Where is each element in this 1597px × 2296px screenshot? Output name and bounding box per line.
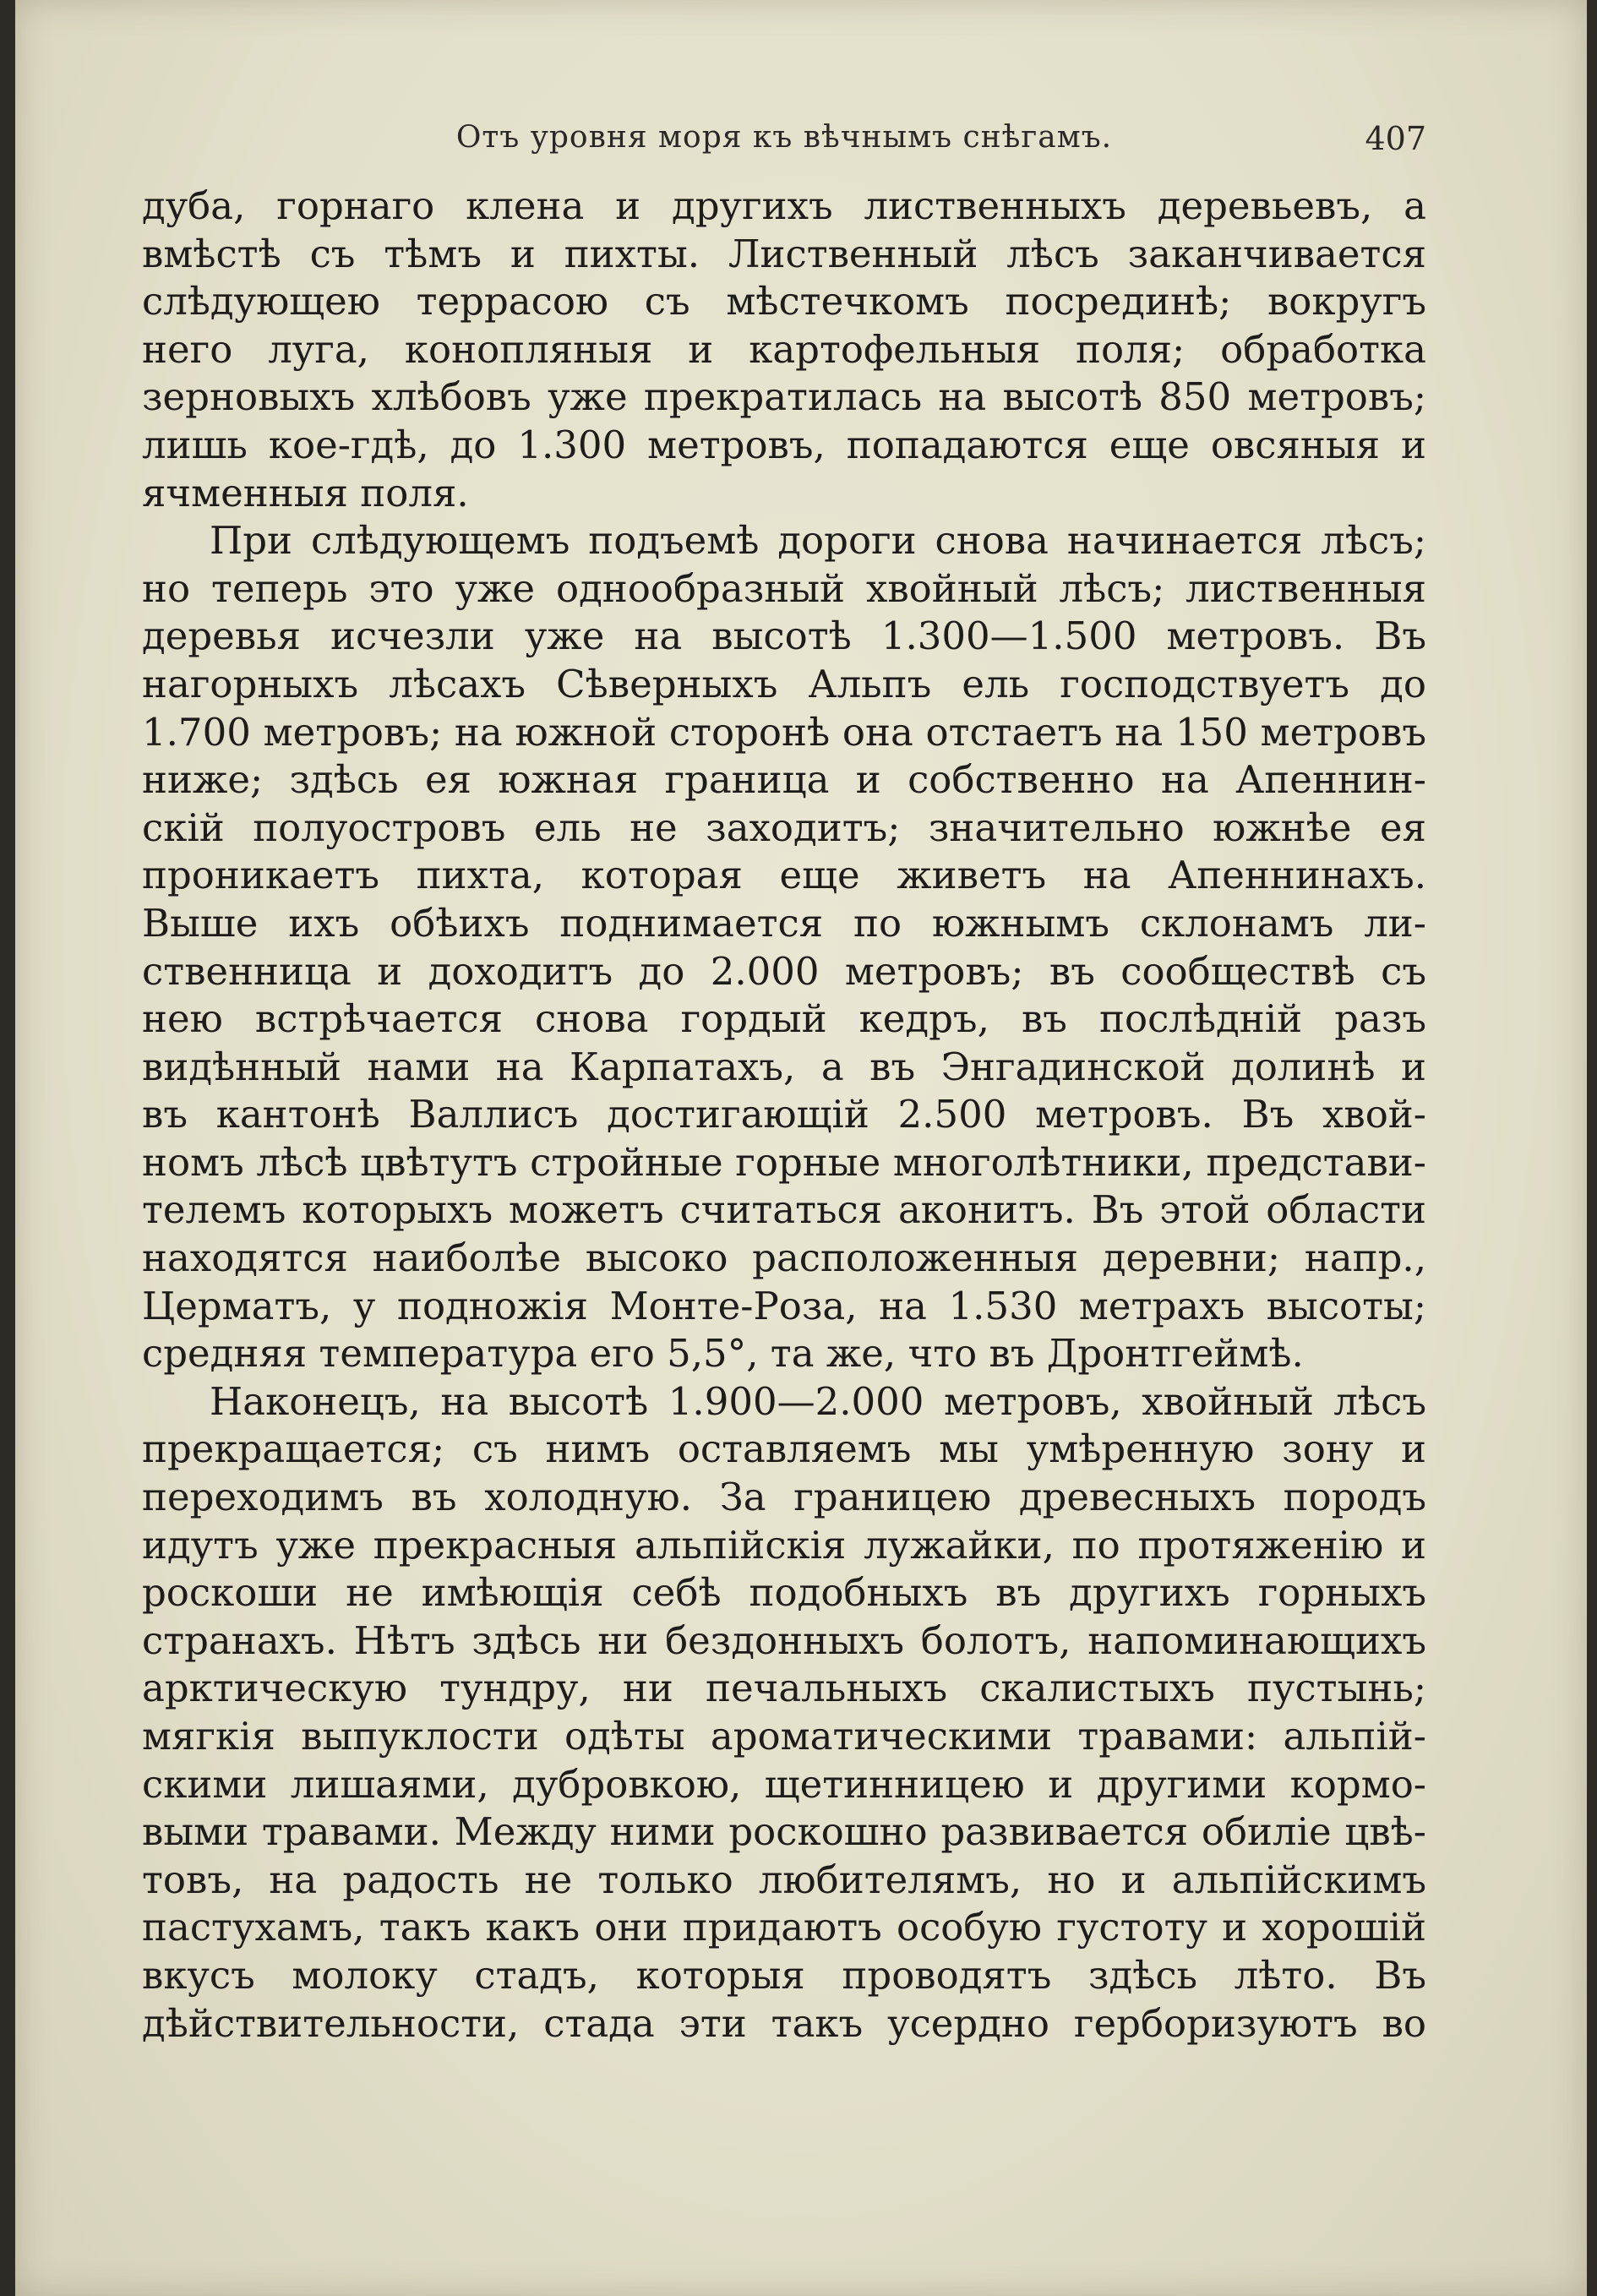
text-line: ячменныя поля. <box>142 470 469 515</box>
text-line: него луга, конопляныя и картофельныя поля; обработка <box>142 326 1426 372</box>
text-line: прекращается; съ нимъ оставляемъ мы умѣренную зону и <box>142 1426 1426 1472</box>
text-line: роскоши не имѣющія себѣ подобныхъ въ другихъ горныхъ <box>142 1570 1426 1616</box>
text-line: товъ, на радость не только любителямъ, но и альпійскимъ <box>142 1857 1426 1902</box>
paragraph-2 <box>142 517 1426 1378</box>
text-line: въ кантонѣ Валлисъ достигающій 2.500 метровъ. Въ хвой- <box>142 1092 1426 1137</box>
text-line: арктическую тундру, ни печальныхъ скалистыхъ пустынь; <box>142 1666 1426 1711</box>
text-line: Наконецъ, на высотѣ 1.900—2.000 метровъ, хвойный лѣсъ <box>210 1378 1426 1424</box>
body-text <box>142 183 1426 2048</box>
text-line: средняя температура его 5,5°, та же, что въ Дронтгеймѣ. <box>142 1331 1304 1377</box>
text-line: Церматъ, у подножія Монте-Роза, на 1.530 метрахъ высоты; <box>142 1283 1426 1328</box>
text-line: переходимъ въ холодную. За границею древесныхъ породъ <box>142 1475 1426 1520</box>
text-line: вмѣстѣ съ тѣмъ и пихты. Лиственный лѣсъ заканчивается <box>142 231 1426 276</box>
text-line: нею встрѣчается снова гордый кедръ, въ послѣдній разъ <box>142 996 1426 1042</box>
text-line: выми травами. Между ними роскошно развивается обиліе цвѣ- <box>142 1809 1426 1855</box>
paragraph-3 <box>142 1378 1426 2048</box>
text-line: 1.700 метровъ; на южной сторонѣ она отстаетъ на 150 метровъ <box>142 709 1426 755</box>
running-title: Отъ уровня моря къ вѣчнымъ снѣгамъ. <box>455 120 1113 155</box>
text-line: мягкія выпуклости одѣты ароматическими травами: альпій- <box>142 1714 1426 1759</box>
text-line: слѣдующею террасою съ мѣстечкомъ посрединѣ; вокругъ <box>142 279 1426 324</box>
text-line: Выше ихъ обѣихъ поднимается по южнымъ склонамъ ли- <box>142 900 1426 946</box>
text-line: ственница и доходитъ до 2.000 метровъ; въ сообществѣ съ <box>142 948 1426 994</box>
text-line: скими лишаями, дубровкою, щетинницею и другими кормо- <box>142 1761 1426 1807</box>
text-line: При слѣдующемъ подъемѣ дороги снова начинается лѣсъ; <box>210 518 1426 564</box>
text-line: деревья исчезли уже на высотѣ 1.300—1.500 метровъ. Въ <box>142 614 1426 659</box>
text-line: находятся наиболѣе высоко расположенныя деревни; напр., <box>142 1235 1426 1281</box>
book-page <box>15 0 1587 2296</box>
text-line: идутъ уже прекрасныя альпійскія лужайки, по протяженію и <box>142 1522 1426 1568</box>
text-line: ниже; здѣсь ея южная граница и собственно на Апеннин- <box>142 757 1426 803</box>
running-head <box>142 120 1426 171</box>
text-line: дѣйствительности, стада эти такъ усердно герборизуютъ во <box>142 2000 1426 2046</box>
text-line: дуба, горнаго клена и другихъ лиственныхъ деревьевъ, а <box>142 183 1426 228</box>
text-line: скій полуостровъ ель не заходитъ; значительно южнѣе ея <box>142 804 1426 850</box>
text-line: но теперь это уже однообразный хвойный лѣсъ; лиственныя <box>142 565 1426 611</box>
text-line: пастухамъ, такъ какъ они придаютъ особую густоту и хорошій <box>142 1905 1426 1950</box>
text-line: номъ лѣсѣ цвѣтутъ стройные горные многолѣтники, представи- <box>142 1139 1426 1185</box>
text-line: нагорныхъ лѣсахъ Сѣверныхъ Альпъ ель господствуетъ до <box>142 661 1426 706</box>
paragraph-1 <box>142 183 1426 517</box>
text-line: зерновыхъ хлѣбовъ уже прекратилась на высотѣ 850 метровъ; <box>142 374 1426 420</box>
text-line: вкусъ молоку стадъ, которыя проводятъ здѣсь лѣто. Въ <box>142 1952 1426 1998</box>
text-line: лишь кое-гдѣ, до 1.300 метровъ, попадаются еще овсяныя и <box>142 422 1426 467</box>
page-number: 407 <box>1365 120 1426 157</box>
text-line: проникаетъ пихта, которая еще живетъ на Апеннинахъ. <box>142 853 1426 898</box>
text-line: странахъ. Нѣтъ здѣсь ни бездонныхъ болотъ, напоминающихъ <box>142 1617 1426 1663</box>
text-line: телемъ которыхъ можетъ считаться аконитъ. Въ этой области <box>142 1187 1426 1233</box>
text-line: видѣнный нами на Карпатахъ, а въ Энгадинской долинѣ и <box>142 1044 1426 1089</box>
